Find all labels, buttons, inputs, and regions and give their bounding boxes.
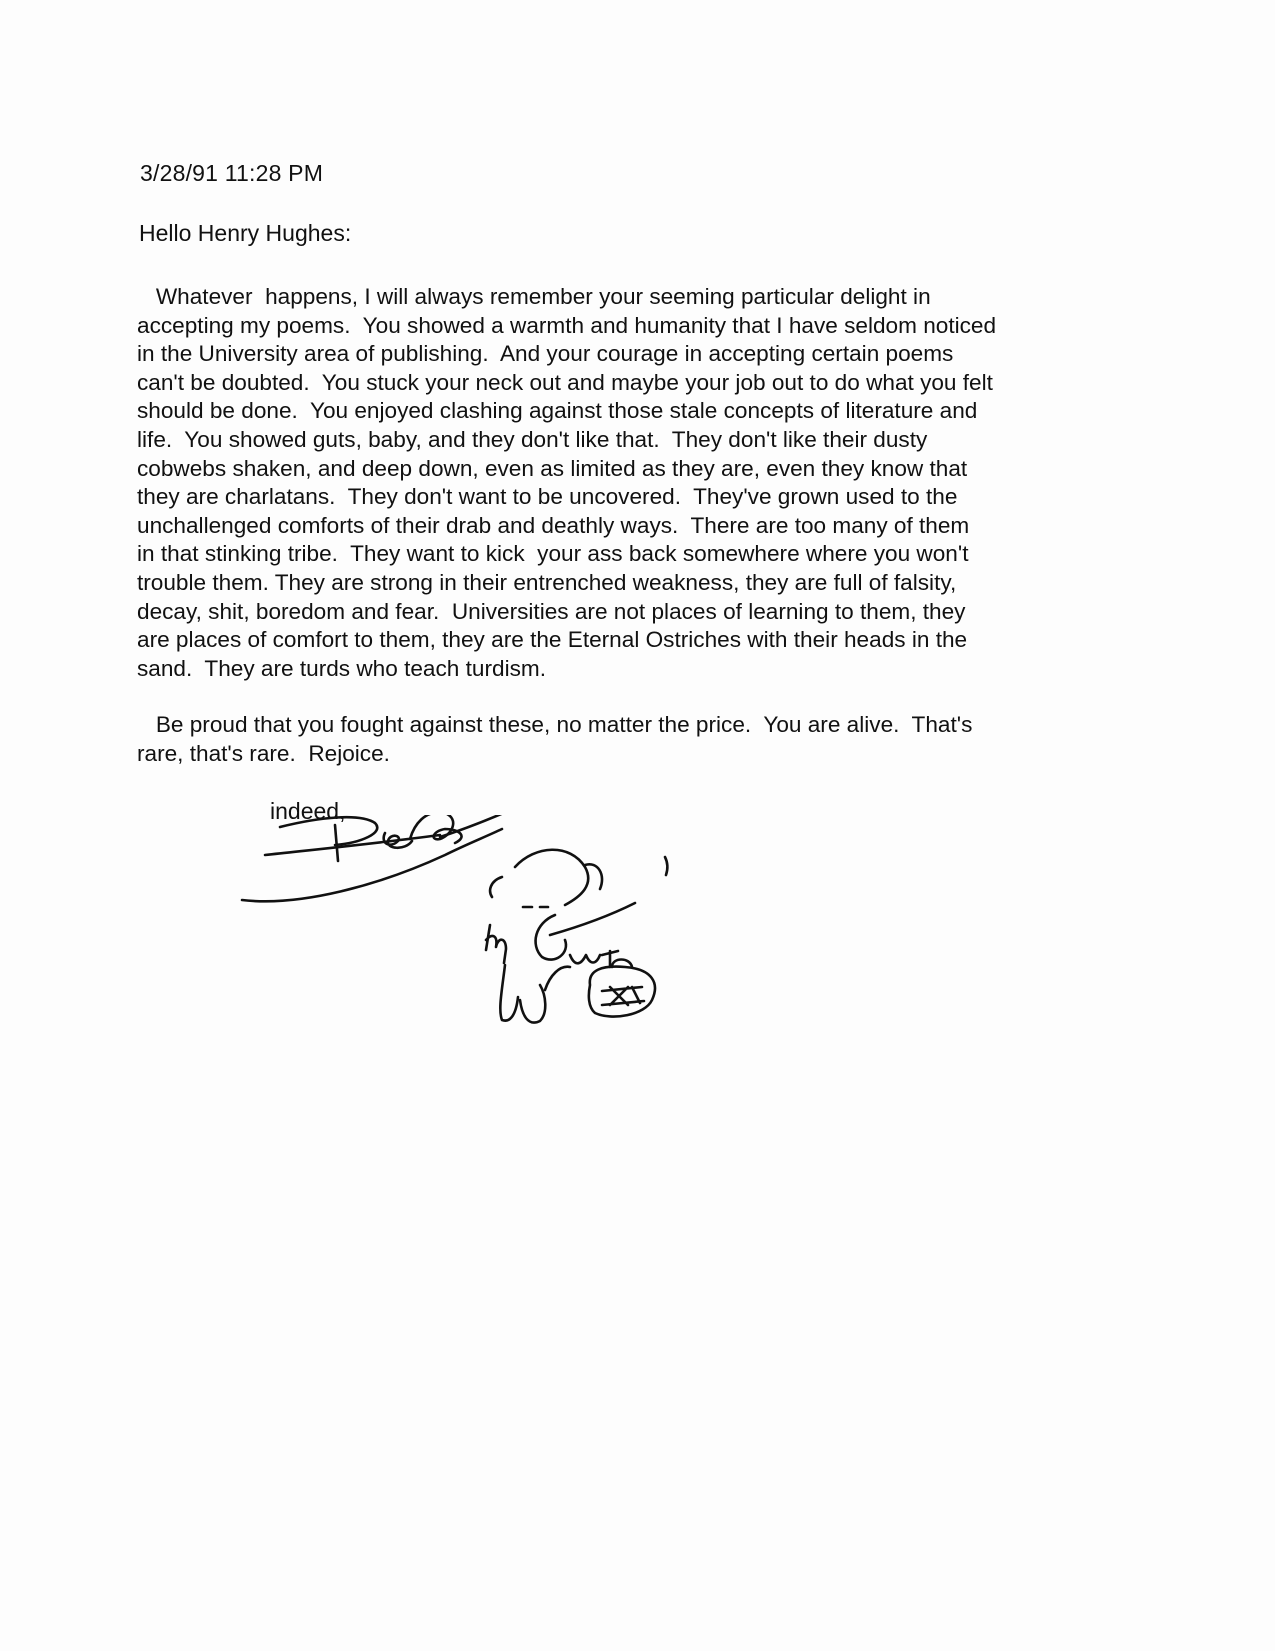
body-line: are places of comfort to them, they are the Eternal Ostriches with their heads in the: [137, 627, 968, 653]
body-line: accepting my poems. You showed a warmth and humanity that I have seldom noticed: [137, 312, 997, 338]
doodle-foot: [545, 967, 570, 990]
body-line: should be done. You enjoyed clashing against those stale concepts of literature and: [137, 398, 978, 424]
paragraph-1: [137, 283, 1097, 683]
doodle-arm: [550, 903, 635, 935]
signature-drawing: [240, 815, 720, 1095]
body-line: in that stinking tribe. They want to kick your ass back somewhere where you won't: [137, 541, 969, 567]
doodle-body: [536, 915, 566, 960]
body-line: sand. They are turds who teach turdism.: [137, 655, 546, 681]
body-line: they are charlatans. They don't want to be uncovered. They've grown used to the: [137, 484, 958, 510]
letter-closing: indeed,: [270, 798, 346, 824]
doodle-paw: [486, 925, 506, 963]
signature-underline: [242, 829, 502, 901]
letter-greeting: Hello Henry Hughes:: [139, 220, 352, 246]
signature-stroke: [280, 817, 377, 845]
body-line: rare, that's rare. Rejoice.: [137, 740, 390, 766]
body-line: Be proud that you fought against these, no matter the price. You are alive. That's: [137, 712, 973, 738]
signature-stroke: [335, 825, 338, 861]
doodle-ear: [490, 877, 502, 897]
doodle-bag-label: [602, 987, 644, 1005]
signature-stroke: [265, 835, 440, 855]
body-line: can't be doubted. You stuck your neck out and maybe your job out to do what you felt: [137, 369, 993, 395]
body-line: trouble them. They are strong in their entrenched weakness, they are full of falsity,: [137, 569, 957, 595]
paragraph-2: [137, 711, 1097, 768]
body-line: Whatever happens, I will always remember your seeming particular delight in: [137, 284, 931, 309]
doodle-leg: [520, 985, 545, 1023]
body-line: in the University area of publishing. And your courage in accepting certain poems: [137, 341, 954, 367]
body-line: cobwebs shaken, and deep down, even as limited as they are, even they know that: [137, 455, 968, 481]
doodle-leg: [500, 965, 518, 1021]
doodle-detail: [570, 955, 600, 963]
body-line: life. You showed guts, baby, and they don't like that. They don't like their dusty: [137, 426, 928, 452]
body-line: unchallenged comforts of their drab and deathly ways. There are too many of them: [137, 512, 970, 538]
letter-body: [137, 283, 1097, 769]
doodle-head: [515, 850, 588, 905]
doodle-mark: [665, 857, 667, 875]
letter-date: 3/28/91 11:28 PM: [140, 160, 324, 186]
body-line: decay, shit, boredom and fear. Universities are not places of learning to them, they: [137, 598, 966, 624]
doodle-detail: [602, 951, 618, 967]
